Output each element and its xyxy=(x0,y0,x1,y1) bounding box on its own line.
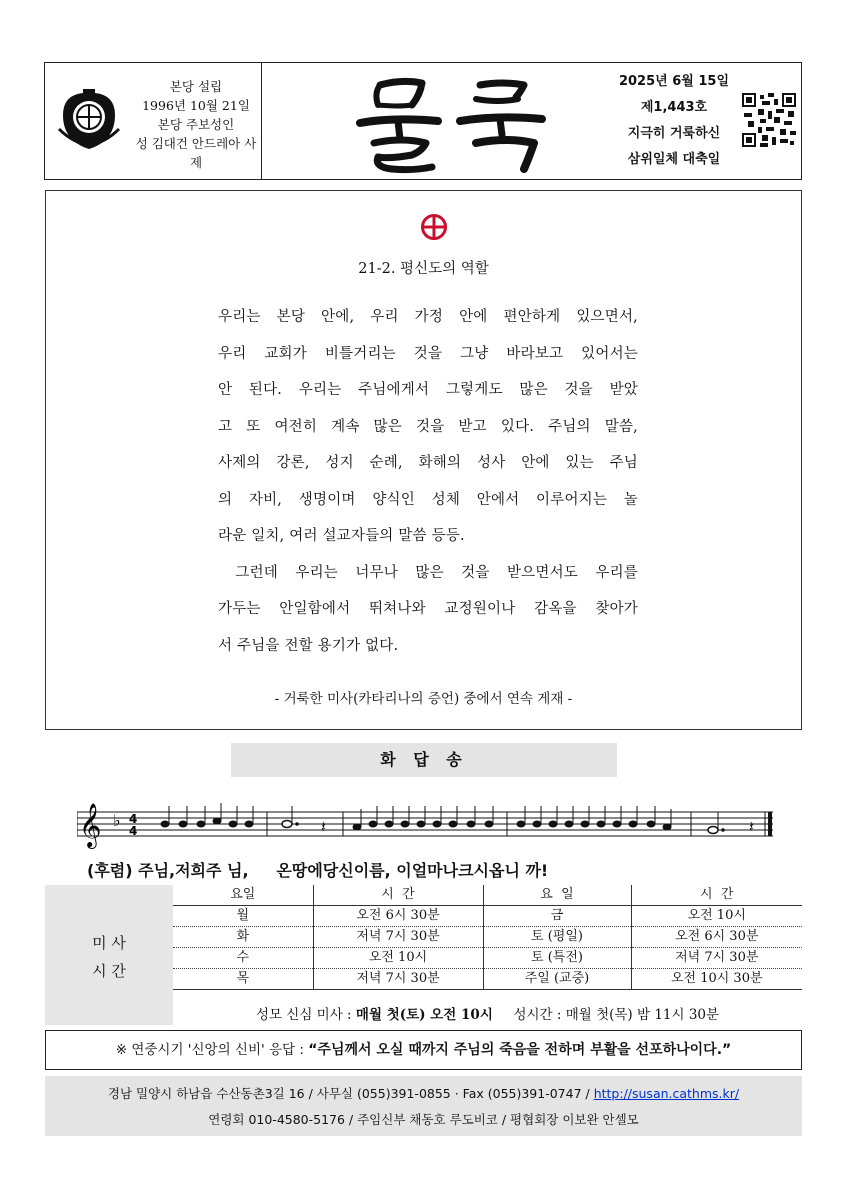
time-cell: 오전 10시 xyxy=(687,908,746,923)
day-cell: 금 xyxy=(483,906,631,927)
marian-mass-label: 성모 신심 미사 : xyxy=(255,1007,356,1023)
article-line: 사제의 강론, 성지 순례, 화해의 성사 안에 있는 주님 xyxy=(218,455,638,471)
note-head xyxy=(417,821,425,827)
note-head xyxy=(663,824,671,830)
time-cell: 오전 10시 xyxy=(313,948,483,969)
reflection-article xyxy=(45,190,802,730)
note-head xyxy=(565,821,573,827)
psalm-heading: 화 답 송 xyxy=(231,743,617,777)
day-cell: 주일 (교중) xyxy=(483,969,631,990)
half-note xyxy=(708,827,718,834)
special-masses xyxy=(173,1005,802,1025)
note-head xyxy=(385,821,393,827)
holy-hour: 성시간 : 매월 첫(목) 밤 11시 30분 xyxy=(513,1007,720,1023)
founding-date: 1996년 10월 21일 xyxy=(142,98,250,113)
founding-label: 본당 설립 xyxy=(169,79,223,94)
note-head xyxy=(229,821,237,827)
article-line: 안 된다. 우리는 주님에게서 그렇게도 많은 것을 받았 xyxy=(218,382,638,398)
day-cell: 토 (평일) xyxy=(483,927,631,948)
issue-date: 2025년 6월 15일 xyxy=(618,74,730,89)
note-head xyxy=(369,821,377,827)
psalm-refrain-lyrics: (후렴) 주님,저희주 님, 온땅에당신이름, 이얼마나크시옵니 까! xyxy=(87,861,549,880)
article-line: 의 자비, 생명이며 양식인 성체 안에서 이루어지는 놀 xyxy=(218,491,638,508)
note-head xyxy=(629,821,637,827)
note-head xyxy=(549,821,557,827)
table-header-row xyxy=(173,885,802,906)
response-text: “주님께서 오실 때까지 주님의 죽음을 전하며 부활을 선포하나이다.” xyxy=(308,1042,732,1058)
time-signature-top: 4 xyxy=(129,812,138,826)
header-day: 요일 xyxy=(173,885,313,906)
time-cell: 저녁 7시 30분 xyxy=(313,927,483,948)
half-note xyxy=(282,821,292,828)
dot xyxy=(722,829,725,832)
article-line: 우리 교회가 비틀거리는 것을 그냥 바라보고 있어서는 xyxy=(218,345,638,362)
dot xyxy=(296,823,299,826)
time-cell: 오전 10시 30분 xyxy=(670,971,763,986)
note-head xyxy=(613,821,621,827)
header-day: 요 일 xyxy=(483,885,631,906)
table-row xyxy=(173,927,802,948)
mystery-of-faith-response xyxy=(45,1030,802,1070)
flat-sign-icon: ♭ xyxy=(113,811,121,830)
parish-logo-icon xyxy=(53,85,125,157)
time-signature-bottom: 4 xyxy=(129,824,138,838)
header-time: 시 간 xyxy=(313,885,483,906)
notes-group xyxy=(161,803,754,836)
music-staff xyxy=(77,794,777,858)
marian-mass-time: 매월 첫(토) 오전 10시 xyxy=(355,1007,493,1023)
time-cell: 저녁 7시 30분 xyxy=(313,969,483,990)
mass-schedule-label xyxy=(45,885,173,1025)
day-cell: 화 xyxy=(173,927,313,948)
note-head xyxy=(485,821,493,827)
article-source: - 거룩한 미사(카타리나의 증언) 중에서 연속 게재 - xyxy=(274,691,573,707)
issue-info-panel xyxy=(600,63,802,179)
note-head xyxy=(353,824,361,830)
note-head xyxy=(449,821,457,827)
note-head xyxy=(213,818,221,824)
day-cell: 목 xyxy=(173,969,313,990)
note-head xyxy=(245,821,253,827)
mass-label-line2: 시 간 xyxy=(92,962,126,980)
article-line: 고 또 여전히 계속 많은 것을 받고 있다. 주님의 말씀, xyxy=(218,418,638,435)
note-head xyxy=(433,821,441,827)
article-body xyxy=(218,299,638,664)
feast-line-2: 삼위일체 대축일 xyxy=(627,152,721,167)
parish-website-link[interactable]: http://susan.cathms.kr/ xyxy=(593,1086,740,1101)
masthead xyxy=(44,62,802,180)
quarter-rest-icon: 𝄽 xyxy=(321,817,326,836)
mass-label-line1: 미 사 xyxy=(92,934,126,952)
day-cell: 월 xyxy=(173,906,313,927)
table-row xyxy=(173,948,802,969)
note-head xyxy=(517,821,525,827)
article-line: 그런데 우리는 너무나 많은 것을 받으면서도 우리를 xyxy=(218,564,638,581)
quarter-rest-icon: 𝄽 xyxy=(749,817,754,836)
qr-code-icon[interactable] xyxy=(742,93,796,147)
title-text: 물 둑 xyxy=(262,63,265,64)
day-cell: 수 xyxy=(173,948,313,969)
note-head xyxy=(597,821,605,827)
header-time: 시 간 xyxy=(700,887,734,902)
patron-name: 성 김대건 안드레아 사제 xyxy=(135,136,257,170)
article-title: 21-2. 평신도의 역할 xyxy=(358,261,489,277)
feast-line-1: 지극히 거룩하신 xyxy=(627,126,721,141)
treble-clef-icon: 𝄞 xyxy=(79,803,102,847)
note-head xyxy=(161,821,169,827)
issue-number: 제1,443호 xyxy=(640,100,708,115)
note-head xyxy=(197,821,205,827)
note-head xyxy=(467,821,475,827)
footer xyxy=(45,1076,802,1136)
note-head xyxy=(401,821,409,827)
parish-contacts: 연령회 010-4580-5176 / 주임신부 채동호 루도비코 / 평협회장 이보완 안셀모 xyxy=(208,1112,639,1127)
article-line: 라운 일치, 여러 설교자들의 말씀 등등. xyxy=(218,528,465,544)
mass-times-table xyxy=(173,885,802,990)
calligraphy-title-logo xyxy=(262,63,600,179)
bulletin-title xyxy=(262,63,600,179)
note-head xyxy=(179,821,187,827)
time-cell: 오전 6시 30분 xyxy=(313,906,483,927)
issue-details xyxy=(610,69,738,173)
note-head xyxy=(533,821,541,827)
table-row xyxy=(173,969,802,990)
article-line: 가두는 안일함에서 뛰쳐나와 교정원이나 감옥을 찾아가 xyxy=(218,601,638,617)
patron-label: 본당 주보성인 xyxy=(157,117,235,132)
mass-schedule xyxy=(45,885,802,1025)
time-cell: 오전 6시 30분 xyxy=(675,929,759,944)
note-head xyxy=(581,821,589,827)
article-line: 서 주님을 전할 용기가 없다. xyxy=(218,637,399,654)
cross-circle-icon xyxy=(420,213,448,241)
parish-info-panel xyxy=(45,63,265,179)
response-label: ※ 연중시기 '신앙의 신비' 응답 : xyxy=(115,1042,309,1058)
time-cell: 저녁 7시 30분 xyxy=(675,950,759,965)
table-row xyxy=(173,906,802,927)
founding-info xyxy=(133,77,259,172)
day-cell: 토 (특전) xyxy=(483,948,631,969)
parish-address: 경남 밀양시 하남읍 수산동촌3길 16 / 사무실 (055)391-0855 · Fax (055)391-0747 / xyxy=(107,1086,594,1101)
article-line: 우리는 본당 안에, 우리 가정 안에 편안하게 있으면서, xyxy=(218,309,638,325)
note-head xyxy=(647,821,655,827)
